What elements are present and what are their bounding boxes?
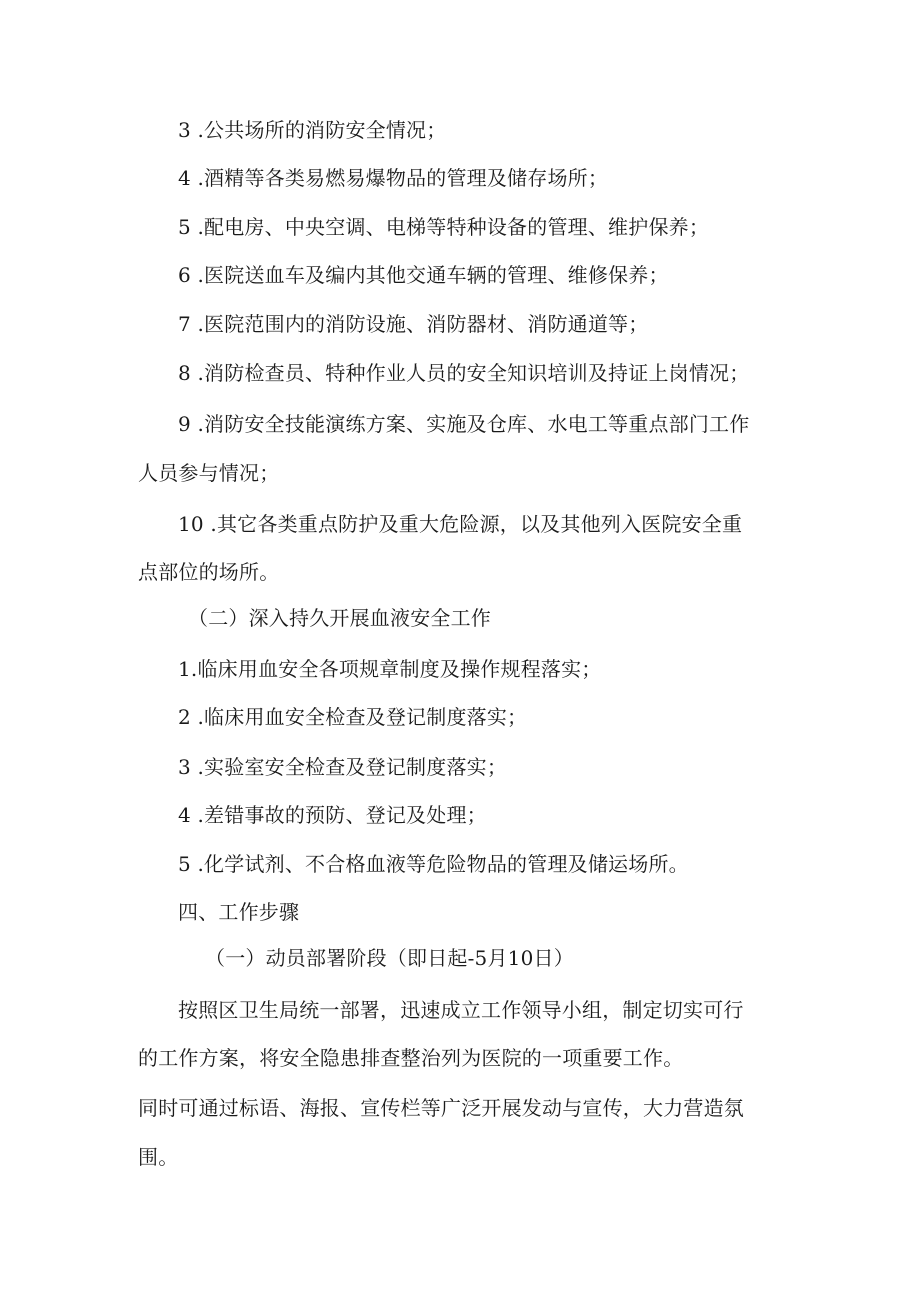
list-item: 4 .酒精等各类易燃易爆物品的管理及储存场所； <box>178 166 609 190</box>
paragraph-line: 围。 <box>138 1145 179 1169</box>
list-item: 1.临床用血安全各项规章制度及操作规程落实； <box>178 657 602 681</box>
list-item: 8 .消防检查员、特种作业人员的安全知识培训及持证上岗情况； <box>178 361 750 385</box>
subsection-heading: （一）动员部署阶段（即日起-5月10日） <box>205 946 574 970</box>
list-item: 3 .公共场所的消防安全情况； <box>178 118 447 142</box>
list-item: 6 .医院送血车及编内其他交通车辆的管理、维修保养； <box>178 263 669 287</box>
list-item: 7 .医院范围内的消防设施、消防器材、消防通道等； <box>178 312 649 336</box>
list-item: 4 .差错事故的预防、登记及处理； <box>178 803 487 827</box>
section-heading: （二）深入持久开展血液安全工作 <box>188 606 491 630</box>
list-item: 9 .消防安全技能演练方案、实施及仓库、水电工等重点部门工作 <box>178 412 750 436</box>
list-item: 5 .配电房、中央空调、电梯等特种设备的管理、维护保养； <box>178 215 710 239</box>
paragraph-line: 的工作方案，将安全隐患排查整治列为医院的一项重要工作。 <box>138 1046 684 1070</box>
list-item: 2 .临床用血安全检查及登记制度落实； <box>178 705 528 729</box>
list-item: 10 .其它各类重点防护及重大危险源，以及其他列入医院安全重 <box>178 512 743 536</box>
list-item-continuation: 人员参与情况； <box>138 461 280 485</box>
list-item: 5 .化学试剂、不合格血液等危险物品的管理及储运场所。 <box>178 852 689 876</box>
list-item: 3 .实验室安全检查及登记制度落实； <box>178 755 508 779</box>
section-heading: 四、工作步骤 <box>178 900 300 924</box>
paragraph-line: 同时可通过标语、海报、宣传栏等广泛开展发动与宣传，大力营造氛 <box>138 1096 744 1120</box>
list-item-continuation: 点部位的场所。 <box>138 560 280 584</box>
paragraph-line: 按照区卫生局统一部署，迅速成立工作领导小组，制定切实可行 <box>178 998 744 1022</box>
